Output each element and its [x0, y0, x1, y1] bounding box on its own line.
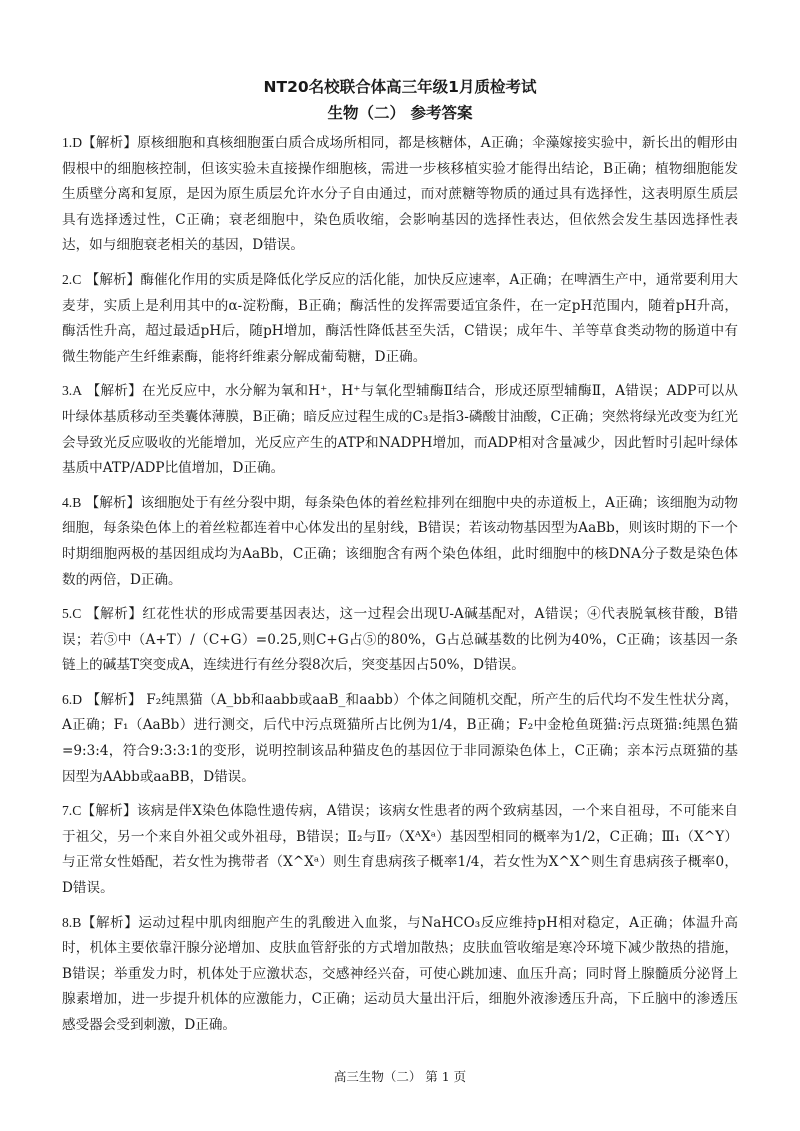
answer-explanation: 【解析】原核细胞和真核细胞蛋白质合成场所相同，都是核糖体，A正确；伞藻嫁接实验中，新长出的帽形由假根中的细胞核控制，但该实验未直接操作细胞核，需进一步核移植实验才能得出结论，B正确；植物细胞能发生质壁分离和复原，是因为原生质层允许水分子自由通过，而对蔗糖等物质的通过具有选择性，这表明原生质层具有选择透过性，C正确；衰老细胞中，染色质收缩，会影响基因的选择性表达，但依然会发生基因选择性表达，如与细胞衰老相关的基因，D错误。: [62, 135, 738, 254]
answer-explanation: 【解析】运动过程中肌肉细胞产生的乳酸进入血浆，与NaHCO₃反应维持pH相对稳定，A正确；体温升高时，机体主要依靠汗腺分泌增加、皮肤血管舒张的方式增加散热；皮肤血管收缩是寒冷环境下减少散热的措施，B错误；举重发力时，机体处于应激状态，交感神经兴奋，可使心跳加速、血压升高；同时肾上腺髓质分泌肾上腺素增加，进一步提升机体的应激能力，C正确；运动员大量出汗后，细胞外液渗透压升高，下丘脑中的渗透压感受器会受到刺激，D正确。: [62, 914, 738, 1033]
answer-number: 4.B: [62, 494, 82, 510]
exam-title: NT20名校联合体高三年级1月质检考试: [263, 78, 537, 96]
answer-item-6: [62, 687, 738, 790]
answer-explanation: 【解析】酶催化作用的实质是降低化学反应的活化能，加快反应速率，A正确；在啤酒生产中，通常要利用大麦芽，实质上是利用其中的α-淀粉酶，B正确；酶活性的发挥需要适宜条件，在一定pH范围内，随着pH升高，酶活性升高，超过最适pH后，随pH增加，酶活性降低甚至失活，C错误；成年牛、羊等草食类动物的肠道中有微生物能产生纤维素酶，能将纤维素分解成葡萄糖，D正确。: [62, 271, 738, 365]
answer-item-7: [62, 798, 738, 901]
answer-item-3: [62, 378, 738, 481]
answer-item-1: [62, 130, 738, 259]
answer-item-2: [62, 267, 738, 370]
answer-explanation: 【解析】该细胞处于有丝分裂中期，每条染色体的着丝粒排列在细胞中央的赤道板上，A正确；该细胞为动物细胞，每条染色体上的着丝粒都连着中心体发出的星射线，B错误；若该动物基因型为AaBb，则该时期的下一个时期细胞两极的基因组成均为AaBb，C正确；该细胞含有两个染色体组，此时细胞中的核DNA分子数是染色体数的两倍，D正确。: [62, 494, 738, 588]
answer-number: 6.D: [62, 691, 83, 707]
answer-number: 3.A: [62, 383, 83, 399]
answer-explanation: 【解析】在光反应中，水分解为氧和H⁺，H⁺与氧化型辅酶Ⅱ结合，形成还原型辅酶Ⅱ，A错误；ADP可以从叶绿体基质移动至类囊体薄膜，B正确；暗反应过程生成的C₃是指3-磷酸甘油酸，C正确；突然将绿光改变为红光会导致光反应吸收的光能增加，光反应产生的ATP和NADPH增加，而ADP相对含量减少，因此暂时引起叶绿体基质中ATP/ADP比值增加，D正确。: [62, 383, 738, 477]
answer-number: 5.C: [62, 606, 82, 622]
answer-explanation: 【解析】 F₂纯黑猫（A_bb和aabb或aaB_和aabb）个体之间随机交配，所产生的后代均不发生性状分离，A正确；F₁（AaBb）进行测交，后代中污点斑猫所占比例为1/4，B正确；F₂中金枪鱼斑猫:污点斑猫:纯黑色猫=9:3:4，符合9:3:3:1的变形，说明控制该品种猫皮色的基因位于非同源染色体上，C正确；亲本污点斑猫的基因型为AAbb或aaBB，D错误。: [62, 691, 738, 785]
answer-number: 8.B: [62, 914, 82, 930]
answer-item-8: [62, 910, 738, 1039]
answer-number: 2.C: [62, 271, 82, 287]
answer-number: 7.C: [62, 803, 82, 819]
answer-number: 1.D: [62, 135, 83, 150]
answer-item-4: [62, 490, 738, 593]
answer-item-5: [62, 601, 738, 679]
answer-explanation: 【解析】该病是伴X染色体隐性遗传病，A错误；该病女性患者的两个致病基因，一个来自祖母，不可能来自于祖父，另一个来自外祖父或外祖母，B错误；Ⅱ₂与Ⅱ₇（XᴬXᵃ）基因型相同的概率为1/2，C正确；Ⅲ₁（X^Y）与正常女性婚配，若女性为携带者（X^Xᵃ）则生育患病孩子概率1/4，若女性为X^X^则生育患病孩子概率0，D错误。: [62, 803, 738, 897]
answer-key-subtitle: 生物（二） 参考答案: [327, 104, 473, 122]
page-footer: 高三生物（二） 第 1 页: [333, 1069, 467, 1084]
answer-explanation: 【解析】红花性状的形成需要基因表达，这一过程会出现U-A碱基配对，A错误；④代表脱氧核苷酸，B错误；若⑤中（A+T）/（C+G）=0.25,则C+G占⑤的80%，G占总碱基数的比例为40%，C正确；该基因一条链上的碱基T突变成A，连续进行有丝分裂8次后，突变基因占50%，D错误。: [62, 606, 738, 674]
